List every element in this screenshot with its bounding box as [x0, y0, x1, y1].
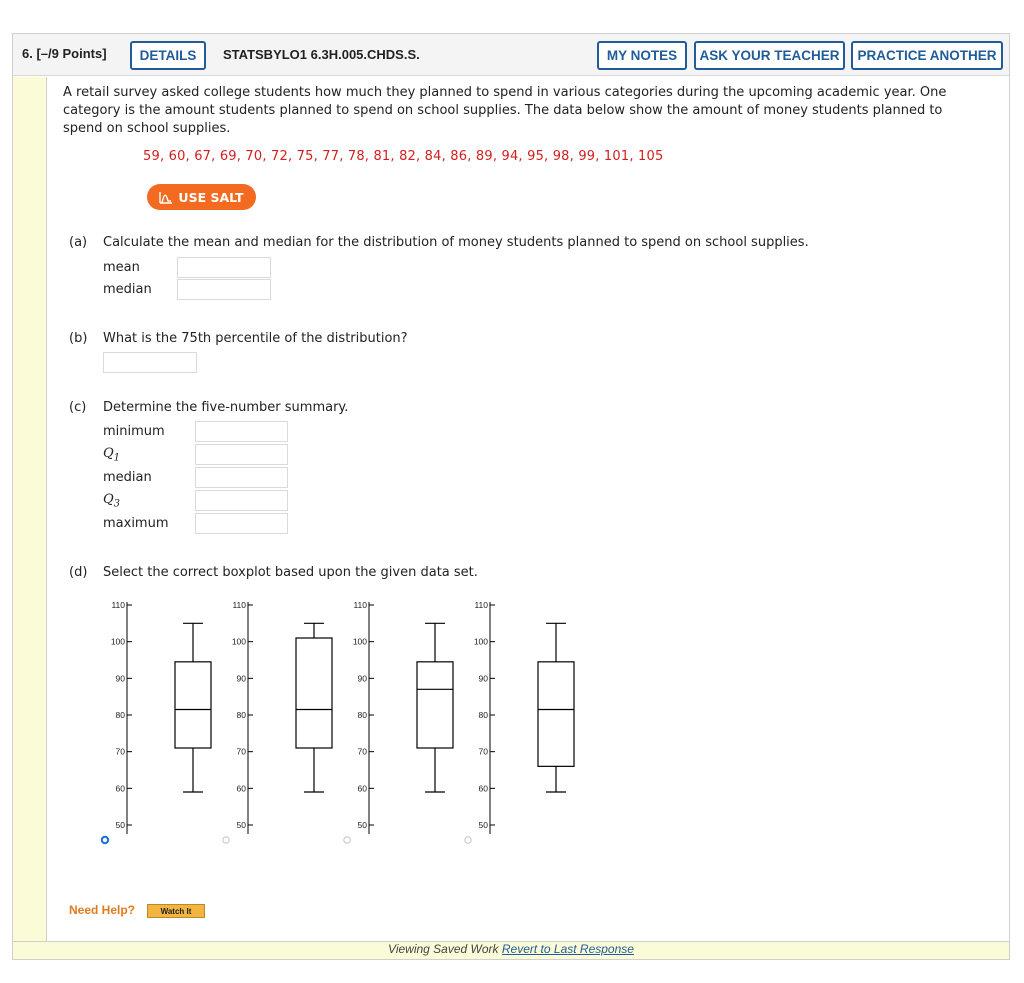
question-number: 6. [–/9 Points] — [22, 46, 107, 61]
watch-it-button[interactable]: Watch It — [147, 904, 205, 918]
y-tick-label-4-50: 50 — [478, 820, 488, 830]
maximum-label: maximum — [103, 516, 169, 531]
box-3 — [417, 662, 453, 748]
y-tick-label-1-50: 50 — [115, 820, 125, 830]
boxplot-option-radio-4[interactable] — [465, 837, 471, 843]
use-salt-label: USE SALT — [178, 189, 244, 205]
box-1 — [175, 662, 211, 748]
box-2 — [296, 638, 332, 748]
y-tick-label-1-80: 80 — [115, 710, 125, 720]
y-tick-label-1-70: 70 — [115, 746, 125, 757]
q3-label-sub: 3 — [113, 498, 121, 510]
minimum-label: minimum — [103, 424, 165, 439]
q1-label-base: Q — [103, 446, 114, 461]
y-tick-label-2-80: 80 — [236, 710, 246, 720]
q1-label-sub: 1 — [113, 452, 121, 464]
y-tick-label-3-80: 80 — [357, 710, 367, 720]
part-b-letter: (b) — [69, 331, 88, 346]
y-tick-label-4-60: 60 — [478, 783, 488, 794]
y-tick-label-2-60: 60 — [236, 783, 246, 794]
y-tick-label-1-100: 100 — [110, 636, 125, 647]
boxplot-option-radio-3[interactable] — [344, 837, 350, 843]
question-card — [12, 33, 1010, 960]
y-tick-label-1-90: 90 — [115, 673, 125, 684]
saved-work-footer — [13, 942, 1009, 956]
my-notes-button[interactable]: MY NOTES — [597, 41, 687, 70]
q3-label-base: Q — [103, 492, 114, 507]
details-button[interactable]: DETAILS — [130, 41, 206, 70]
part-c-letter: (c) — [69, 400, 87, 415]
y-tick-label-2-70: 70 — [236, 746, 246, 757]
y-tick-label-2-100: 100 — [231, 636, 246, 647]
part-d-text: Select the correct boxplot based upon the given data set. — [103, 565, 478, 580]
data-values: 59, 60, 67, 69, 70, 72, 75, 77, 78, 81, 82, 84, 86, 89, 94, 95, 98, 99, 101, 105 — [143, 149, 664, 164]
y-tick-label-3-70: 70 — [357, 746, 367, 757]
y-tick-label-3-50: 50 — [357, 820, 367, 830]
y-tick-label-2-90: 90 — [236, 673, 246, 684]
boxplot-option-radio-2[interactable] — [223, 837, 229, 843]
box-4 — [538, 662, 574, 767]
boxplot-option-radio-1[interactable] — [102, 837, 108, 843]
y-tick-label-2-50: 50 — [236, 820, 246, 830]
y-tick-label-1-110: 110 — [111, 600, 125, 610]
ask-teacher-button[interactable]: ASK YOUR TEACHER — [694, 41, 845, 70]
part-d-letter: (d) — [69, 565, 88, 580]
y-tick-label-3-100: 100 — [352, 636, 367, 647]
revert-link[interactable]: Revert to Last Response — [501, 942, 634, 956]
boxplot-options — [13, 34, 1009, 959]
part-b-text: What is the 75th percentile of the distribution? — [103, 331, 408, 346]
part-a-text: Calculate the mean and median for the distribution of money students planned to spend on school supplies. — [103, 235, 809, 250]
y-tick-label-4-90: 90 — [478, 673, 488, 684]
need-help-label: Need Help? — [69, 903, 136, 917]
part-c-text: Determine the five-number summary. — [103, 400, 349, 415]
y-tick-label-1-60: 60 — [115, 783, 125, 794]
median-label: median — [103, 282, 152, 297]
y-tick-label-3-60: 60 — [357, 783, 367, 794]
y-tick-label-4-100: 100 — [473, 636, 488, 647]
y-tick-label-4-70: 70 — [478, 746, 488, 757]
mean-label: mean — [103, 260, 140, 275]
practice-another-button[interactable]: PRACTICE ANOTHER — [851, 41, 1003, 70]
question-intro: A retail survey asked college students how much they planned to spend in various categories during the upcoming academic year. One category is the amount students planned to spend on school supplies. The data below show the amount of money students planned to spend on school supplies. — [63, 85, 947, 136]
part-a-letter: (a) — [69, 235, 88, 250]
y-tick-label-4-80: 80 — [478, 710, 488, 720]
question-code: STATSBYLO1 6.3H.005.CHDS.S. — [223, 47, 420, 62]
viewing-saved-work-label: Viewing Saved Work — [388, 942, 499, 956]
five-num-median-label: median — [103, 470, 152, 485]
y-tick-label-3-110: 110 — [353, 600, 367, 610]
y-tick-label-2-110: 110 — [232, 600, 246, 610]
y-tick-label-3-90: 90 — [357, 673, 367, 684]
y-tick-label-4-110: 110 — [474, 600, 488, 610]
